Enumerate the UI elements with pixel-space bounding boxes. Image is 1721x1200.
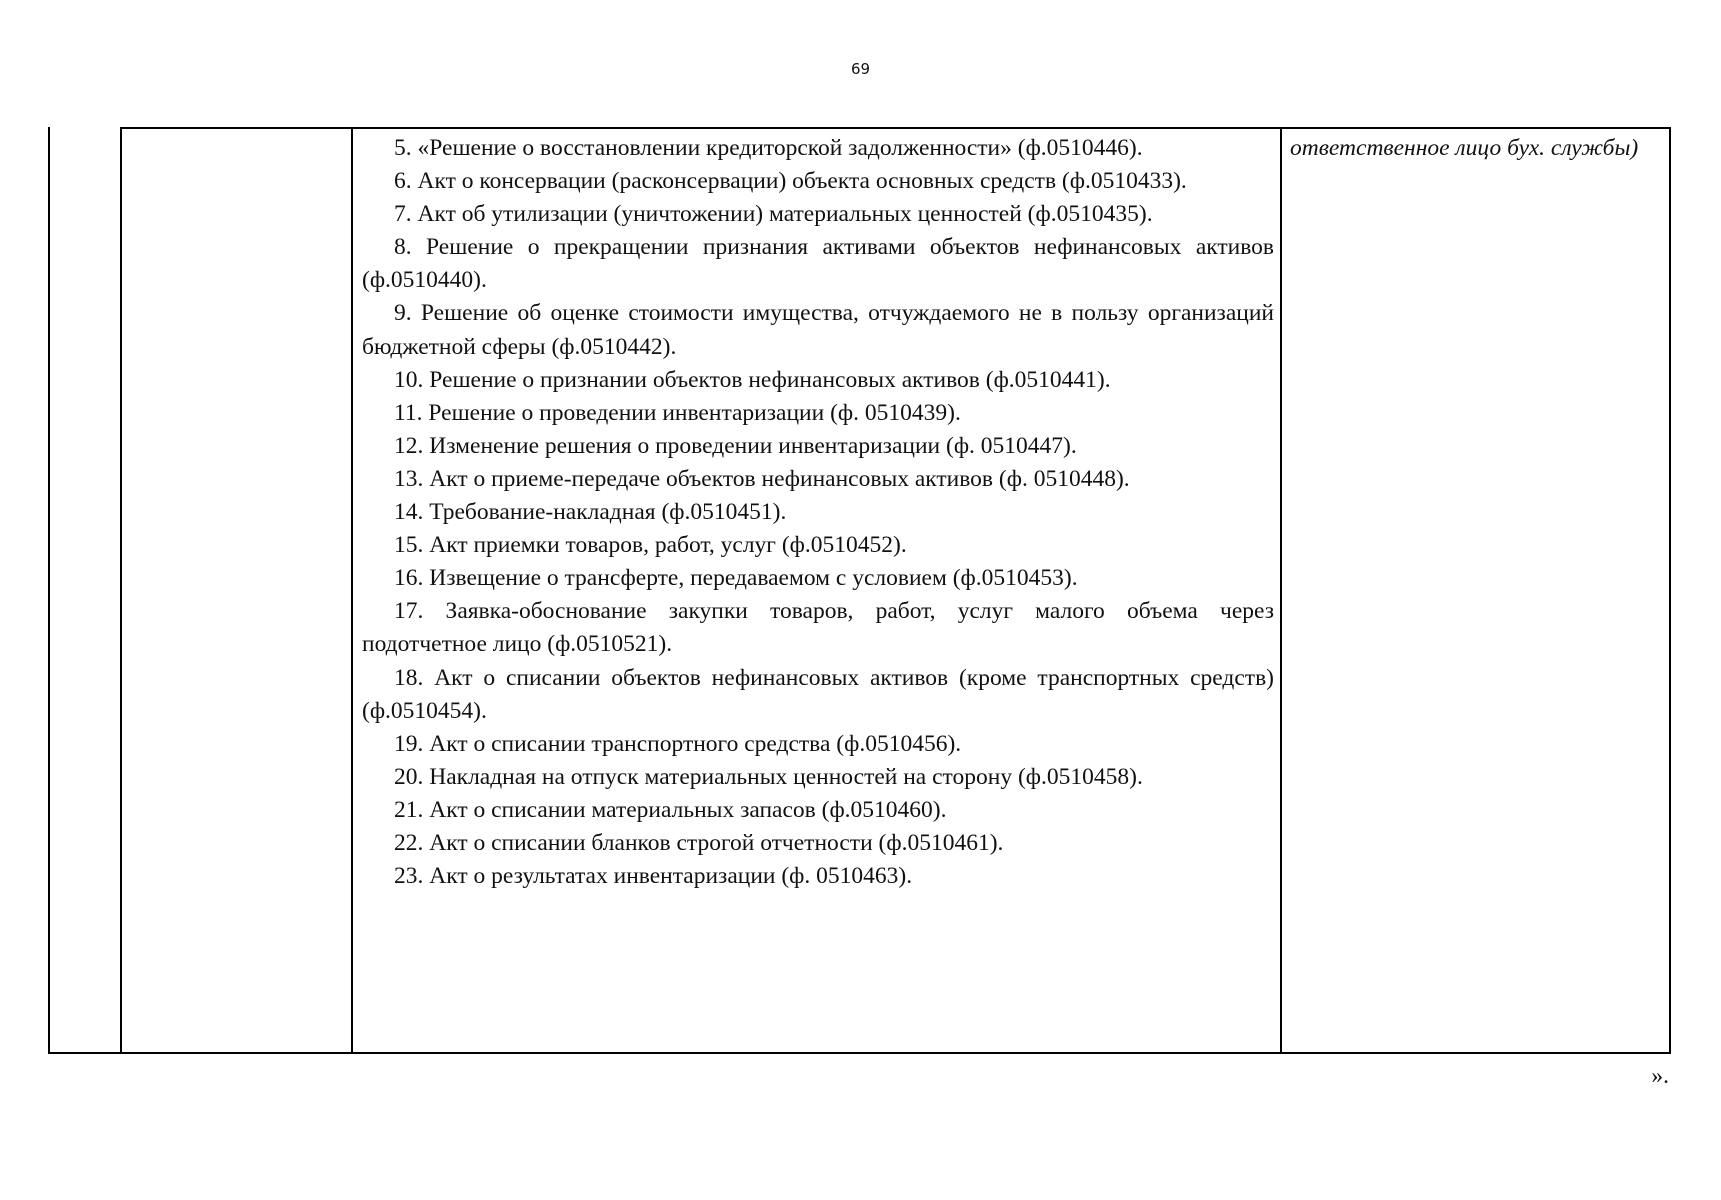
table-border-left (48, 127, 50, 1054)
documents-list-cell (362, 132, 1274, 893)
column-divider-2 (351, 127, 353, 1054)
list-item: 18. Акт о списании объектов нефинансовых активов (кроме транспортных средств) (ф.0510454). (362, 664, 1274, 724)
list-item: 5. «Решение о восстановлении кредиторской задолженности» (ф.0510446). (394, 135, 1143, 161)
page-number: 69 (850, 60, 871, 78)
list-item: 15. Акт приемки товаров, работ, услуг (ф.0510452). (394, 532, 907, 559)
list-item: 20. Накладная на отпуск материальных ценностей на сторону (ф.0510458). (394, 763, 1143, 790)
list-item: 22. Акт о списании бланков строгой отчетности (ф.0510461). (394, 829, 1004, 856)
list-item: 21. Акт о списании материальных запасов (ф.0510460). (394, 796, 947, 823)
list-item: 11. Решение о проведении инвентаризации (ф. 0510439). (394, 399, 961, 426)
list-item: 8. Решение о прекращении признания активами объектов нефинансовых активов (ф.0510440). (362, 234, 1274, 294)
responsible-person-cell: ответственное лицо бух. службы) (1290, 135, 1639, 161)
list-item: 19. Акт о списании транспортного средства (ф.0510456). (394, 730, 962, 757)
list-item: 16. Извещение о трансферте, передаваемом с условием (ф.0510453). (394, 565, 1078, 592)
list-item: 17. Заявка-обоснование закупки товаров, работ, услуг малого объема через подотчетное лицо (ф.0510521). (362, 598, 1274, 658)
list-item: 6. Акт о консервации (расконсервации) объекта основных средств (ф.0510433). (394, 168, 1187, 195)
document-table (48, 127, 1671, 1054)
list-item: 13. Акт о приеме-передаче объектов нефинансовых активов (ф. 0510448). (394, 465, 1130, 492)
list-item: 7. Акт об утилизации (уничтожении) материальных ценностей (ф.0510435). (394, 201, 1153, 228)
list-item: 10. Решение о признании объектов нефинансовых активов (ф.0510441). (394, 366, 1111, 393)
table-border-right (1669, 127, 1671, 1054)
column-divider-1 (120, 127, 122, 1054)
column-divider-3 (1280, 127, 1282, 1054)
list-item: 14. Требование-накладная (ф.0510451). (394, 499, 787, 526)
list-item: 12. Изменение решения о проведении инвентаризации (ф. 0510447). (394, 432, 1077, 459)
closing-quote-mark: ». (1651, 1063, 1669, 1089)
list-item: 9. Решение об оценке стоимости имущества, отчуждаемого не в пользу организаций бюджетной сферы (ф.0510442). (362, 300, 1274, 360)
list-item: 23. Акт о результатах инвентаризации (ф. 0510463). (394, 863, 913, 890)
